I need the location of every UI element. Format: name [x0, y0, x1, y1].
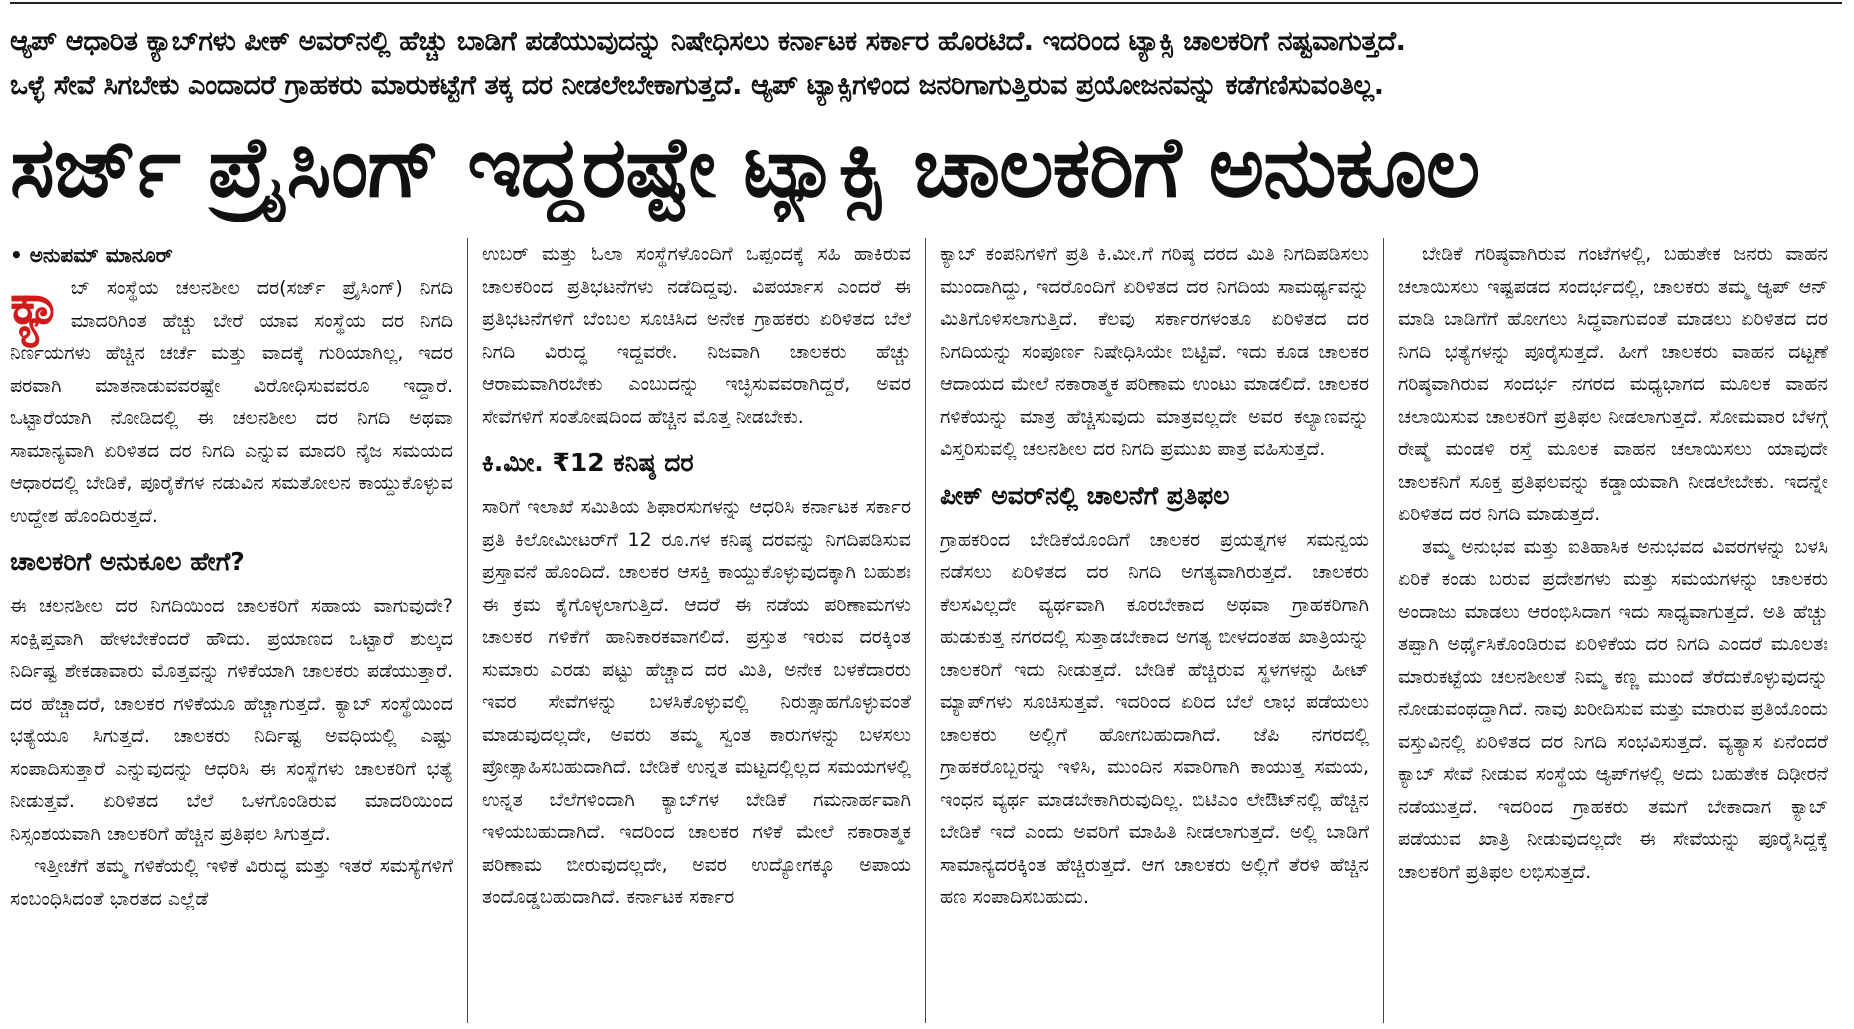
subhead-minimum-fare: ಕಿ.ಮೀ. ₹12 ಕನಿಷ್ಠ ದರ	[482, 448, 694, 477]
standfirst-line-2: ಒಳ್ಳೆ ಸೇವೆ ಸಿಗಬೇಕು ಎಂದಾದರೆ ಗ್ರಾಹಕರು ಮಾರುಕಟ್ಟೆಗೆ ತಕ್ಕ ದರ ನೀಡಲೇಬೇಕಾಗುತ್ತದೆ. ಆ್ಯಪ್ ಟ್ಯಾಕ್ಸಿಗಳಿಂದ ಜನರಿಗಾಗುತ್ತಿರುವ ಪ್ರಯೋಜನವನ್ನು ಕಡೆಗಣಿಸುವಂತಿಲ್ಲ.	[10, 70, 1384, 101]
paragraph: ಈ ಚಲನಶೀಲ ದರ ನಿಗದಿಯಿಂದ ಚಾಲಕರಿಗೆ ಸಹಾಯ ವಾಗುವುದೇ? ಸಂಕ್ಷಿಪ್ತವಾಗಿ ಹೇಳಬೇಕೆಂದರೆ ಹೌದು. ಪ್ರಯಾಣದ ಒಟ್ಟಾರೆ ಶುಲ್ಕದ ನಿರ್ದಿಷ್ಟ ಶೇಕಡಾವಾರು ಮೊತ್ತವನ್ನು ಗಳಿಕೆಯಾಗಿ ಚಾಲಕರು ಪಡೆಯುತ್ತಾರೆ. ದರ ಹೆಚ್ಚಾದರೆ, ಚಾಲಕರ ಗಳಿಕೆಯೂ ಹೆಚ್ಚಾಗುತ್ತದೆ. ಕ್ಯಾಬ್ ಸಂಸ್ಥೆಯಿಂದ ಭತ್ಯೆಯೂ ಸಿಗುತ್ತದೆ. ಚಾಲಕರು ನಿರ್ದಿಷ್ಟ ಅವಧಿಯಲ್ಲಿ ಎಷ್ಟು ಸಂಪಾದಿಸುತ್ತಾರೆ ಎನ್ನುವುದನ್ನು ಆಧರಿಸಿ ಈ ಸಂಸ್ಥೆಗಳು ಚಾಲಕರಿಗೆ ಭತ್ಯೆ ನೀಡುತ್ತವೆ. ಏರಿಳಿತದ ಬೆಲೆ ಒಳಗೊಂಡಿರುವ ಮಾದರಿಯಿಂದ ನಿಸ್ಸಂಶಯವಾಗಿ ಚಾಲಕರಿಗೆ ಹೆಚ್ಚಿನ ಪ್ರತಿಫಲ ಸಿಗುತ್ತದೆ.	[10, 595, 453, 845]
standfirst-line-1: ಆ್ಯಪ್ ಆಧಾರಿತ ಕ್ಯಾಬ್‌ಗಳು ಪೀಕ್ ಅವರ್‌ನಲ್ಲಿ ಹೆಚ್ಚು ಬಾಡಿಗೆ ಪಡೆಯುವುದನ್ನು ನಿಷೇಧಿಸಲು ಕರ್ನಾಟಕ ಸರ್ಕಾರ ಹೊರಟಿದೆ. ಇದರಿಂದ ಟ್ಯಾಕ್ಸಿ ಚಾಲಕರಿಗೆ ನಷ್ಟವಾಗುತ್ತದೆ.	[10, 26, 1406, 57]
drop-cap: ಕ್ಯಾ	[10, 272, 63, 337]
article-columns	[10, 238, 1842, 1023]
column-4	[1398, 238, 1842, 1023]
standfirst	[10, 20, 1842, 108]
top-rule	[10, 2, 1842, 4]
opening-paragraph	[10, 272, 453, 532]
paragraph: ತಮ್ಮ ಅನುಭವ ಮತ್ತು ಐತಿಹಾಸಿಕ ಅನುಭವದ ವಿವರಗಳನ್ನು ಬಳಸಿ ಏರಿಕೆ ಕಂಡು ಬರುವ ಪ್ರದೇಶಗಳು ಮತ್ತು ಸಮಯಗಳನ್ನು ಚಾಲಕರು ಅಂದಾಜು ಮಾಡಲು ಆರಂಭಿಸಿದಾಗ ಇದು ಸಾಧ್ಯವಾಗುತ್ತದೆ. ಅತಿ ಹೆಚ್ಚು ತಪ್ಪಾಗಿ ಅರ್ಥೈಸಿಕೊಂಡಿರುವ ಏರಿಳಿಕೆಯ ದರ ನಿಗದಿ ಎಂದರೆ ಮೂಲತಃ ಮಾರುಕಟ್ಟೆಯ ಚಲನಶೀಲತೆ ನಿಮ್ಮ ಕಣ್ಣ ಮುಂದೆ ತೆರೆದುಕೊಳ್ಳುವುದನ್ನು ನೋಡುವಂಥದ್ದಾಗಿದೆ. ನಾವು ಖರೀದಿಸುವ ಮತ್ತು ಮಾರುವ ಪ್ರತಿಯೊಂದು ವಸ್ತುವಿನಲ್ಲಿ ಏರಿಳಿತದ ದರ ನಿಗದಿ ಸಂಭವಿಸುತ್ತದೆ. ವ್ಯತ್ಯಾಸ ಏನೆಂದರೆ ಕ್ಯಾಬ್ ಸೇವೆ ನೀಡುವ ಸಂಸ್ಥೆಯ ಆ್ಯಪ್‌ಗಳಲ್ಲಿ ಅದು ಬಹುತೇಕ ದಿಢೀರನೆ ನಡೆಯುತ್ತದೆ. ಇದರಿಂದ ಗ್ರಾಹಕರು ತಮಗೆ ಬೇಕಾದಾಗ ಕ್ಯಾಬ್ ಪಡೆಯುವ ಖಾತ್ರಿ ನೀಡುವುದಲ್ಲದೇ ಈ ಸೇವೆಯನ್ನು ಪೂರೈಸಿದ್ದಕ್ಕೆ ಚಾಲಕರಿಗೆ ಪ್ರತಿಫಲ ಲಭಿಸುತ್ತದೆ.	[1398, 535, 1828, 883]
byline: • ಅನುಪಮ್ ಮಾನೂರ್	[10, 243, 173, 267]
column-1	[10, 238, 468, 1023]
column-2	[482, 238, 926, 1023]
paragraph: ಇತ್ತೀಚೆಗೆ ತಮ್ಮ ಗಳಿಕೆಯಲ್ಲಿ ಇಳಿಕೆ ವಿರುದ್ಧ ಮತ್ತು ಇತರೆ ಸಮಸ್ಯೆಗಳಿಗೆ ಸಂಬಂಧಿಸಿದಂತೆ ಭಾರತದ ಎಲ್ಲೆಡೆ	[10, 855, 453, 910]
headline: ಸರ್ಜ್ ಪ್ರೈಸಿಂಗ್ ಇದ್ದರಷ್ಟೇ ಟ್ಯಾಕ್ಸಿ ಚಾಲಕರಿಗೆ ಅನುಕೂಲ	[10, 118, 1480, 216]
paragraph: ಸಾರಿಗೆ ಇಲಾಖೆ ಸಮಿತಿಯ ಶಿಫಾರಸುಗಳನ್ನು ಆಧರಿಸಿ ಕರ್ನಾಟಕ ಸರ್ಕಾರ ಪ್ರತಿ ಕಿಲೋಮೀಟರ್‌ಗೆ 12 ರೂ.ಗಳ ಕನಿಷ್ಠ ದರವನ್ನು ನಿಗದಿಪಡಿಸುವ ಪ್ರಸ್ತಾವನೆ ಹೊಂದಿದೆ. ಚಾಲಕರ ಆಸಕ್ತಿ ಕಾಯ್ದುಕೊಳ್ಳುವುದಕ್ಕಾಗಿ ಬಹುಶಃ ಈ ಕ್ರಮ ಕೈಗೊಳ್ಳಲಾಗುತ್ತಿದೆ. ಆದರೆ ಈ ನಡೆಯ ಪರಿಣಾಮಗಳು ಚಾಲಕರ ಗಳಿಕೆಗೆ ಹಾನಿಕಾರಕವಾಗಲಿದೆ. ಪ್ರಸ್ತುತ ಇರುವ ದರಕ್ಕಿಂತ ಸುಮಾರು ಎರಡು ಪಟ್ಟು ಹೆಚ್ಚಾದ ದರ ಮಿತಿ, ಅನೇಕ ಬಳಕೆದಾರರು ಇವರ ಸೇವೆಗಳನ್ನು ಬಳಸಿಕೊಳ್ಳುವಲ್ಲಿ ನಿರುತ್ಸಾಹಗೊಳ್ಳುವಂತೆ ಮಾಡುವುದಲ್ಲದೇ, ಅವರು ತಮ್ಮ ಸ್ವಂತ ಕಾರುಗಳನ್ನು ಬಳಸಲು ಪ್ರೋತ್ಸಾಹಿಸಬಹುದಾಗಿದೆ. ಬೇಡಿಕೆ ಉನ್ನತ ಮಟ್ಟದಲ್ಲಿಲ್ಲದ ಸಮಯಗಳಲ್ಲಿ ಉನ್ನತ ಬೆಲೆಗಳಿಂದಾಗಿ ಕ್ಯಾಬ್‌ಗಳ ಬೇಡಿಕೆ ಗಮನಾರ್ಹವಾಗಿ ಇಳಿಯಬಹುದಾಗಿದೆ. ಇದರಿಂದ ಚಾಲಕರ ಗಳಿಕೆ ಮೇಲೆ ನಕಾರಾತ್ಮಕ ಪರಿಣಾಮ ಬೀರುವುದಲ್ಲದೇ, ಅವರ ಉದ್ಯೋಗಕ್ಕೂ ಅಪಾಯ ತಂದೊಡ್ಡಬಹುದಾಗಿದೆ. ಕರ್ನಾಟಕ ಸರ್ಕಾರ	[482, 496, 911, 908]
subhead-peak-hour-reward: ಪೀಕ್ ಅವರ್‌ನಲ್ಲಿ ಚಾಲನೆಗೆ ಪ್ರತಿಫಲ	[940, 480, 1230, 510]
paragraph: ಬೇಡಿಕೆ ಗರಿಷ್ಠವಾಗಿರುವ ಗಂಟೆಗಳಲ್ಲಿ, ಬಹುತೇಕ ಜನರು ವಾಹನ ಚಲಾಯಿಸಲು ಇಷ್ಟಪಡದ ಸಂದರ್ಭದಲ್ಲಿ, ಚಾಲಕರು ತಮ್ಮ ಆ್ಯಪ್ ಆನ್ ಮಾಡಿ ಬಾಡಿಗೆಗೆ ಹೋಗಲು ಸಿದ್ಧವಾಗುವಂತೆ ಮಾಡಲು ಏರಿಳಿತದ ದರ ನಿಗದಿ ಭತ್ಯೆಗಳನ್ನು ಪೂರೈಸುತ್ತದೆ. ಹೀಗೆ ಚಾಲಕರು ವಾಹನ ದಟ್ಟಣೆ ಗರಿಷ್ಠವಾಗಿರುವ ಸಂದರ್ಭ ನಗರದ ಮಧ್ಯಭಾಗದ ಮೂಲಕ ವಾಹನ ಚಲಾಯಿಸುವ ಚಾಲಕರಿಗೆ ಪ್ರತಿಫಲ ನೀಡಲಾಗುತ್ತದೆ. ಸೋಮವಾರ ಬೆಳಗ್ಗೆ ರೇಷ್ಮೆ ಮಂಡಳಿ ರಸ್ತೆ ಮೂಲಕ ವಾಹನ ಚಲಾಯಿಸಲು ಯಾವುದೇ ಚಾಲಕನಿಗೆ ಸೂಕ್ತ ಪ್ರತಿಫಲವನ್ನು ಕಡ್ಡಾಯವಾಗಿ ನೀಡಲೇಬೇಕು. ಇದನ್ನೇ ಏರಿಳಿತದ ದರ ನಿಗದಿ ಮಾಡುತ್ತದೆ.	[1398, 243, 1828, 525]
paragraph: ಗ್ರಾಹಕರಿಂದ ಬೇಡಿಕೆಯೊಂದಿಗೆ ಚಾಲಕರ ಪ್ರಯತ್ನಗಳ ಸಮನ್ವಯ ನಡೆಸಲು ಏರಿಳಿತದ ದರ ನಿಗದಿ ಅಗತ್ಯವಾಗಿರುತ್ತದೆ. ಚಾಲಕರು ಕೆಲಸವಿಲ್ಲದೇ ವ್ಯರ್ಥವಾಗಿ ಕೂರಬೇಕಾದ ಅಥವಾ ಗ್ರಾಹಕರಿಗಾಗಿ ಹುಡುಕುತ್ತ ನಗರದಲ್ಲಿ ಸುತ್ತಾಡಬೇಕಾದ ಅಗತ್ಯ ಬೀಳದಂತಹ ಖಾತ್ರಿಯನ್ನು ಚಾಲಕರಿಗೆ ಇದು ನೀಡುತ್ತದೆ. ಬೇಡಿಕೆ ಹೆಚ್ಚಿರುವ ಸ್ಥಳಗಳನ್ನು ಹೀಟ್ ಮ್ಯಾಪ್‌ಗಳು ಸೂಚಿಸುತ್ತವೆ. ಇದರಿಂದ ಏರಿದ ಬೆಲೆ ಲಾಭ ಪಡೆಯಲು ಚಾಲಕರು ಅಲ್ಲಿಗೆ ಹೋಗಬಹುದಾಗಿದೆ. ಜೆಪಿ ನಗರದಲ್ಲಿ ಗ್ರಾಹಕರೊಬ್ಬರನ್ನು ಇಳಿಸಿ, ಮುಂದಿನ ಸವಾರಿಗಾಗಿ ಕಾಯುತ್ತ ಸಮಯ, ಇಂಧನ ವ್ಯರ್ಥ ಮಾಡಬೇಕಾಗಿರುವುದಿಲ್ಲ. ಬಿಟಿಎಂ ಲೇಔಟ್‌ನಲ್ಲಿ ಹೆಚ್ಚಿನ ಬೇಡಿಕೆ ಇದೆ ಎಂದು ಅವರಿಗೆ ಮಾಹಿತಿ ನೀಡಲಾಗುತ್ತದೆ. ಅಲ್ಲಿ ಬಾಡಿಗೆ ಸಾಮಾನ್ಯದರಕ್ಕಿಂತ ಹೆಚ್ಚಿರುತ್ತದೆ. ಆಗ ಚಾಲಕರು ಅಲ್ಲಿಗೆ ತೆರಳಿ ಹೆಚ್ಚಿನ ಹಣ ಸಂಪಾದಿಸಬಹುದು.	[940, 528, 1369, 908]
paragraph: ಕ್ಯಾಬ್ ಕಂಪನಿಗಳಿಗೆ ಪ್ರತಿ ಕಿ.ಮೀ.ಗೆ ಗರಿಷ್ಠ ದರದ ಮಿತಿ ನಿಗದಿಪಡಿಸಲು ಮುಂದಾಗಿದ್ದು, ಇದರೊಂದಿಗೆ ಏರಿಳಿತದ ದರ ನಿಗದಿಯ ಸಾಮರ್ಥ್ಯವನ್ನು ಮಿತಿಗೊಳಿಸಲಾಗುತ್ತಿದೆ. ಕೆಲವು ಸರ್ಕಾರಗಳಂತೂ ಏರಿಳಿತದ ದರ ನಿಗದಿಯನ್ನು ಸಂಪೂರ್ಣ ನಿಷೇಧಿಸಿಯೇ ಬಿಟ್ಟಿವೆ. ಇದು ಕೂಡ ಚಾಲಕರ ಆದಾಯದ ಮೇಲೆ ನಕಾರಾತ್ಮಕ ಪರಿಣಾಮ ಉಂಟು ಮಾಡಲಿದೆ. ಚಾಲಕರ ಗಳಿಕೆಯನ್ನು ಮಾತ್ರ ಹೆಚ್ಚಿಸುವುದು ಮಾತ್ರವಲ್ಲದೇ ಅವರ ಕಲ್ಯಾಣವನ್ನು ವಿಸ್ತರಿಸುವಲ್ಲಿ ಚಲನಶೀಲ ದರ ನಿಗದಿ ಪ್ರಮುಖ ಪಾತ್ರ ವಹಿಸುತ್ತದೆ.	[940, 243, 1369, 460]
paragraph: ಉಬರ್ ಮತ್ತು ಓಲಾ ಸಂಸ್ಥೆಗಳೊಂದಿಗೆ ಒಪ್ಪಂದಕ್ಕೆ ಸಹಿ ಹಾಕಿರುವ ಚಾಲಕರಿಂದ ಪ್ರತಿಭಟನೆಗಳು ನಡೆದಿದ್ದವು. ವಿಪರ್ಯಾಸ ಎಂದರೆ ಈ ಪ್ರತಿಭಟನೆಗಳಿಗೆ ಬೆಂಬಲ ಸೂಚಿಸಿದ ಅನೇಕ ಗ್ರಾಹಕರು ಏರಿಳಿತದ ಬೆಲೆ ನಿಗದಿ ವಿರುದ್ಧ ಇದ್ದವರೇ. ನಿಜವಾಗಿ ಚಾಲಕರು ಹೆಚ್ಚು ಆರಾಮವಾಗಿರಬೇಕು ಎಂಬುದನ್ನು ಇಚ್ಛಿಸುವವರಾಗಿದ್ದರೆ, ಅವರ ಸೇವೆಗಳಿಗೆ ಸಂತೋಷದಿಂದ ಹೆಚ್ಚಿನ ಮೊತ್ತ ನೀಡಬೇಕು.	[482, 243, 911, 428]
subhead-driver-benefit: ಚಾಲಕರಿಗೆ ಅನುಕೂಲ ಹೇಗೆ?	[10, 547, 245, 576]
column-3	[940, 238, 1384, 1023]
opening-paragraph-text: ಬ್ ಸಂಸ್ಥೆಯ ಚಲನಶೀಲ ದರ(ಸರ್ಜ್ ಪ್ರೈಸಿಂಗ್) ನಿಗದಿ ಮಾದರಿಗಿಂತ ಹೆಚ್ಚು ಬೇರೆ ಯಾವ ಸಂಸ್ಥೆಯ ದರ ನಿಗದಿ ನಿರ್ಣಯಗಳು ಹೆಚ್ಚಿನ ಚರ್ಚೆ ಮತ್ತು ವಾದಕ್ಕೆ ಗುರಿಯಾಗಿಲ್ಲ, ಇದರ ಪರವಾಗಿ ಮಾತನಾಡುವವರಷ್ಟೇ ವಿರೋಧಿಸುವವರೂ ಇದ್ದಾರೆ. ಒಟ್ಟಾರೆಯಾಗಿ ನೋಡಿದಲ್ಲಿ ಈ ಚಲನಶೀಲ ದರ ನಿಗದಿ ಅಥವಾ ಸಾಮಾನ್ಯವಾಗಿ ಏರಿಳಿತದ ದರ ನಿಗದಿ ಎನ್ನುವ ಮಾದರಿ ನೈಜ ಸಮಯದ ಆಧಾರದಲ್ಲಿ ಬೇಡಿಕೆ, ಪೂರೈಕೆಗಳ ನಡುವಿನ ಸಮತೋಲನ ಕಾಯ್ದುಕೊಳ್ಳುವ ಉದ್ದೇಶ ಹೊಂದಿರುತ್ತದೆ.	[10, 277, 453, 527]
